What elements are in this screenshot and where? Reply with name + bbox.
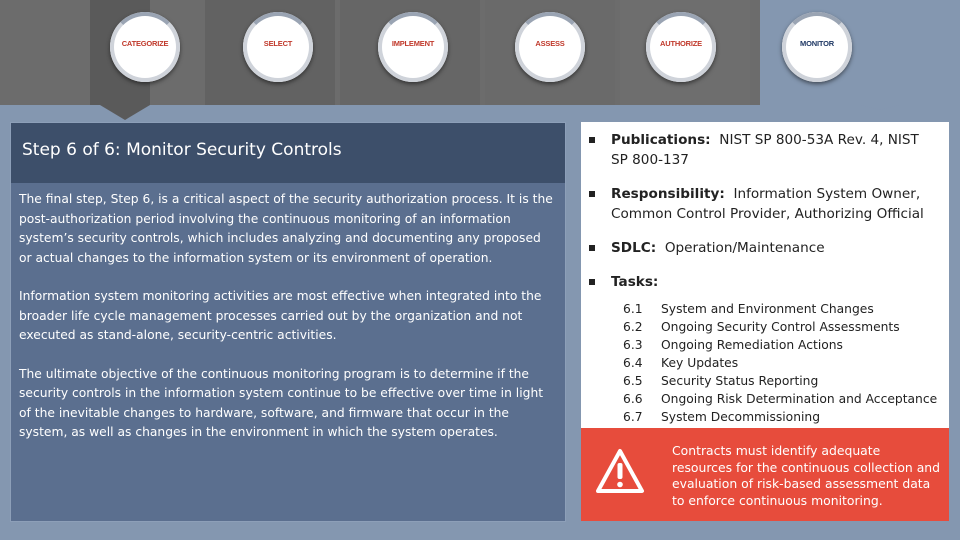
task-text: Security Status Reporting xyxy=(661,374,819,388)
sdlc-label: SDLC: xyxy=(611,240,657,256)
bullet-icon xyxy=(589,137,595,143)
task-text: System Decommissioning xyxy=(661,410,821,424)
list-item xyxy=(623,408,937,426)
warning-callout xyxy=(581,428,949,521)
description-body xyxy=(11,183,565,443)
bullet-icon xyxy=(589,245,595,251)
task-list xyxy=(623,300,937,426)
warning-triangle-icon xyxy=(595,448,645,494)
list-item xyxy=(623,372,937,390)
list-item xyxy=(623,354,937,372)
list-item xyxy=(623,390,937,408)
task-text: Ongoing Security Control Assessments xyxy=(661,320,900,334)
bullet-icon xyxy=(589,191,595,197)
task-text: Ongoing Remediation Actions xyxy=(661,338,843,352)
task-number: 6.6 xyxy=(623,392,643,406)
task-number: 6.2 xyxy=(623,320,643,334)
task-number: 6.7 xyxy=(623,410,643,424)
step-label: IMPLEMENT xyxy=(391,39,435,48)
paragraph: The ultimate objective of the continuous monitoring program is to determine if the security controls in the information system continue to be effective over time in light of the inevitable changes to hardware, software, and firmware that occur in the system, as well as changes in the environment in which the system operates. xyxy=(19,366,544,439)
list-item xyxy=(623,300,937,318)
paragraph: Information system monitoring activities are most effective when integrated into the broader life cycle management processes carried out by the organization and not executed as stand-alone, security-centric activities. xyxy=(19,289,542,342)
sdlc-value: Operation/Maintenance xyxy=(664,240,825,256)
step-select xyxy=(243,12,313,82)
responsibility-label: Responsibility: xyxy=(611,186,725,202)
task-number: 6.4 xyxy=(623,356,643,370)
step-monitor xyxy=(782,12,852,82)
task-text: System and Environment Changes xyxy=(661,302,874,316)
description-panel xyxy=(10,122,566,522)
step-label: MONITOR xyxy=(800,39,834,48)
task-number: 6.5 xyxy=(623,374,643,388)
bullet-icon xyxy=(589,279,595,285)
task-text: Key Updates xyxy=(661,356,739,370)
tasks-bullet xyxy=(589,272,939,292)
details-panel xyxy=(581,122,949,428)
publications-value: NIST SP 800-53A Rev. 4, NIST SP 800-137 xyxy=(611,132,919,168)
step-assess xyxy=(515,12,585,82)
task-text: Ongoing Risk Determination and Acceptance xyxy=(661,392,938,406)
list-item xyxy=(623,336,937,354)
task-number: 6.3 xyxy=(623,338,643,352)
task-number: 6.1 xyxy=(623,302,643,316)
step-label: ASSESS xyxy=(535,39,565,48)
tasks-label: Tasks: xyxy=(611,274,659,290)
sdlc-bullet xyxy=(589,238,939,258)
step-label: CATEGORIZE xyxy=(121,39,169,48)
step-label: SELECT xyxy=(263,39,293,48)
step-authorize xyxy=(646,12,716,82)
responsibility-bullet xyxy=(589,184,939,224)
publications-bullet xyxy=(589,130,939,170)
responsibility-value: Information System Owner, Common Control Provider, Authorizing Official xyxy=(611,186,924,222)
publications-label: Publications: xyxy=(611,132,711,148)
list-item xyxy=(623,318,937,336)
step-label: AUTHORIZE xyxy=(660,39,702,48)
paragraph: The final step, Step 6, is a critical aspect of the security authorization process. It is the post-authorization period involving the continuous monitoring of an information system’s security controls, which includes analyzing and documenting any proposed or actual changes to the information system or its environment of operation. xyxy=(19,192,553,265)
step-implement xyxy=(378,12,448,82)
warning-text: Contracts must identify adequate resources for the continuous collection and evaluation of risk-based assessment data to enforce continuous monitoring. xyxy=(672,443,941,508)
panel-title: Step 6 of 6: Monitor Security Controls xyxy=(11,123,565,183)
step-categorize xyxy=(110,12,180,82)
